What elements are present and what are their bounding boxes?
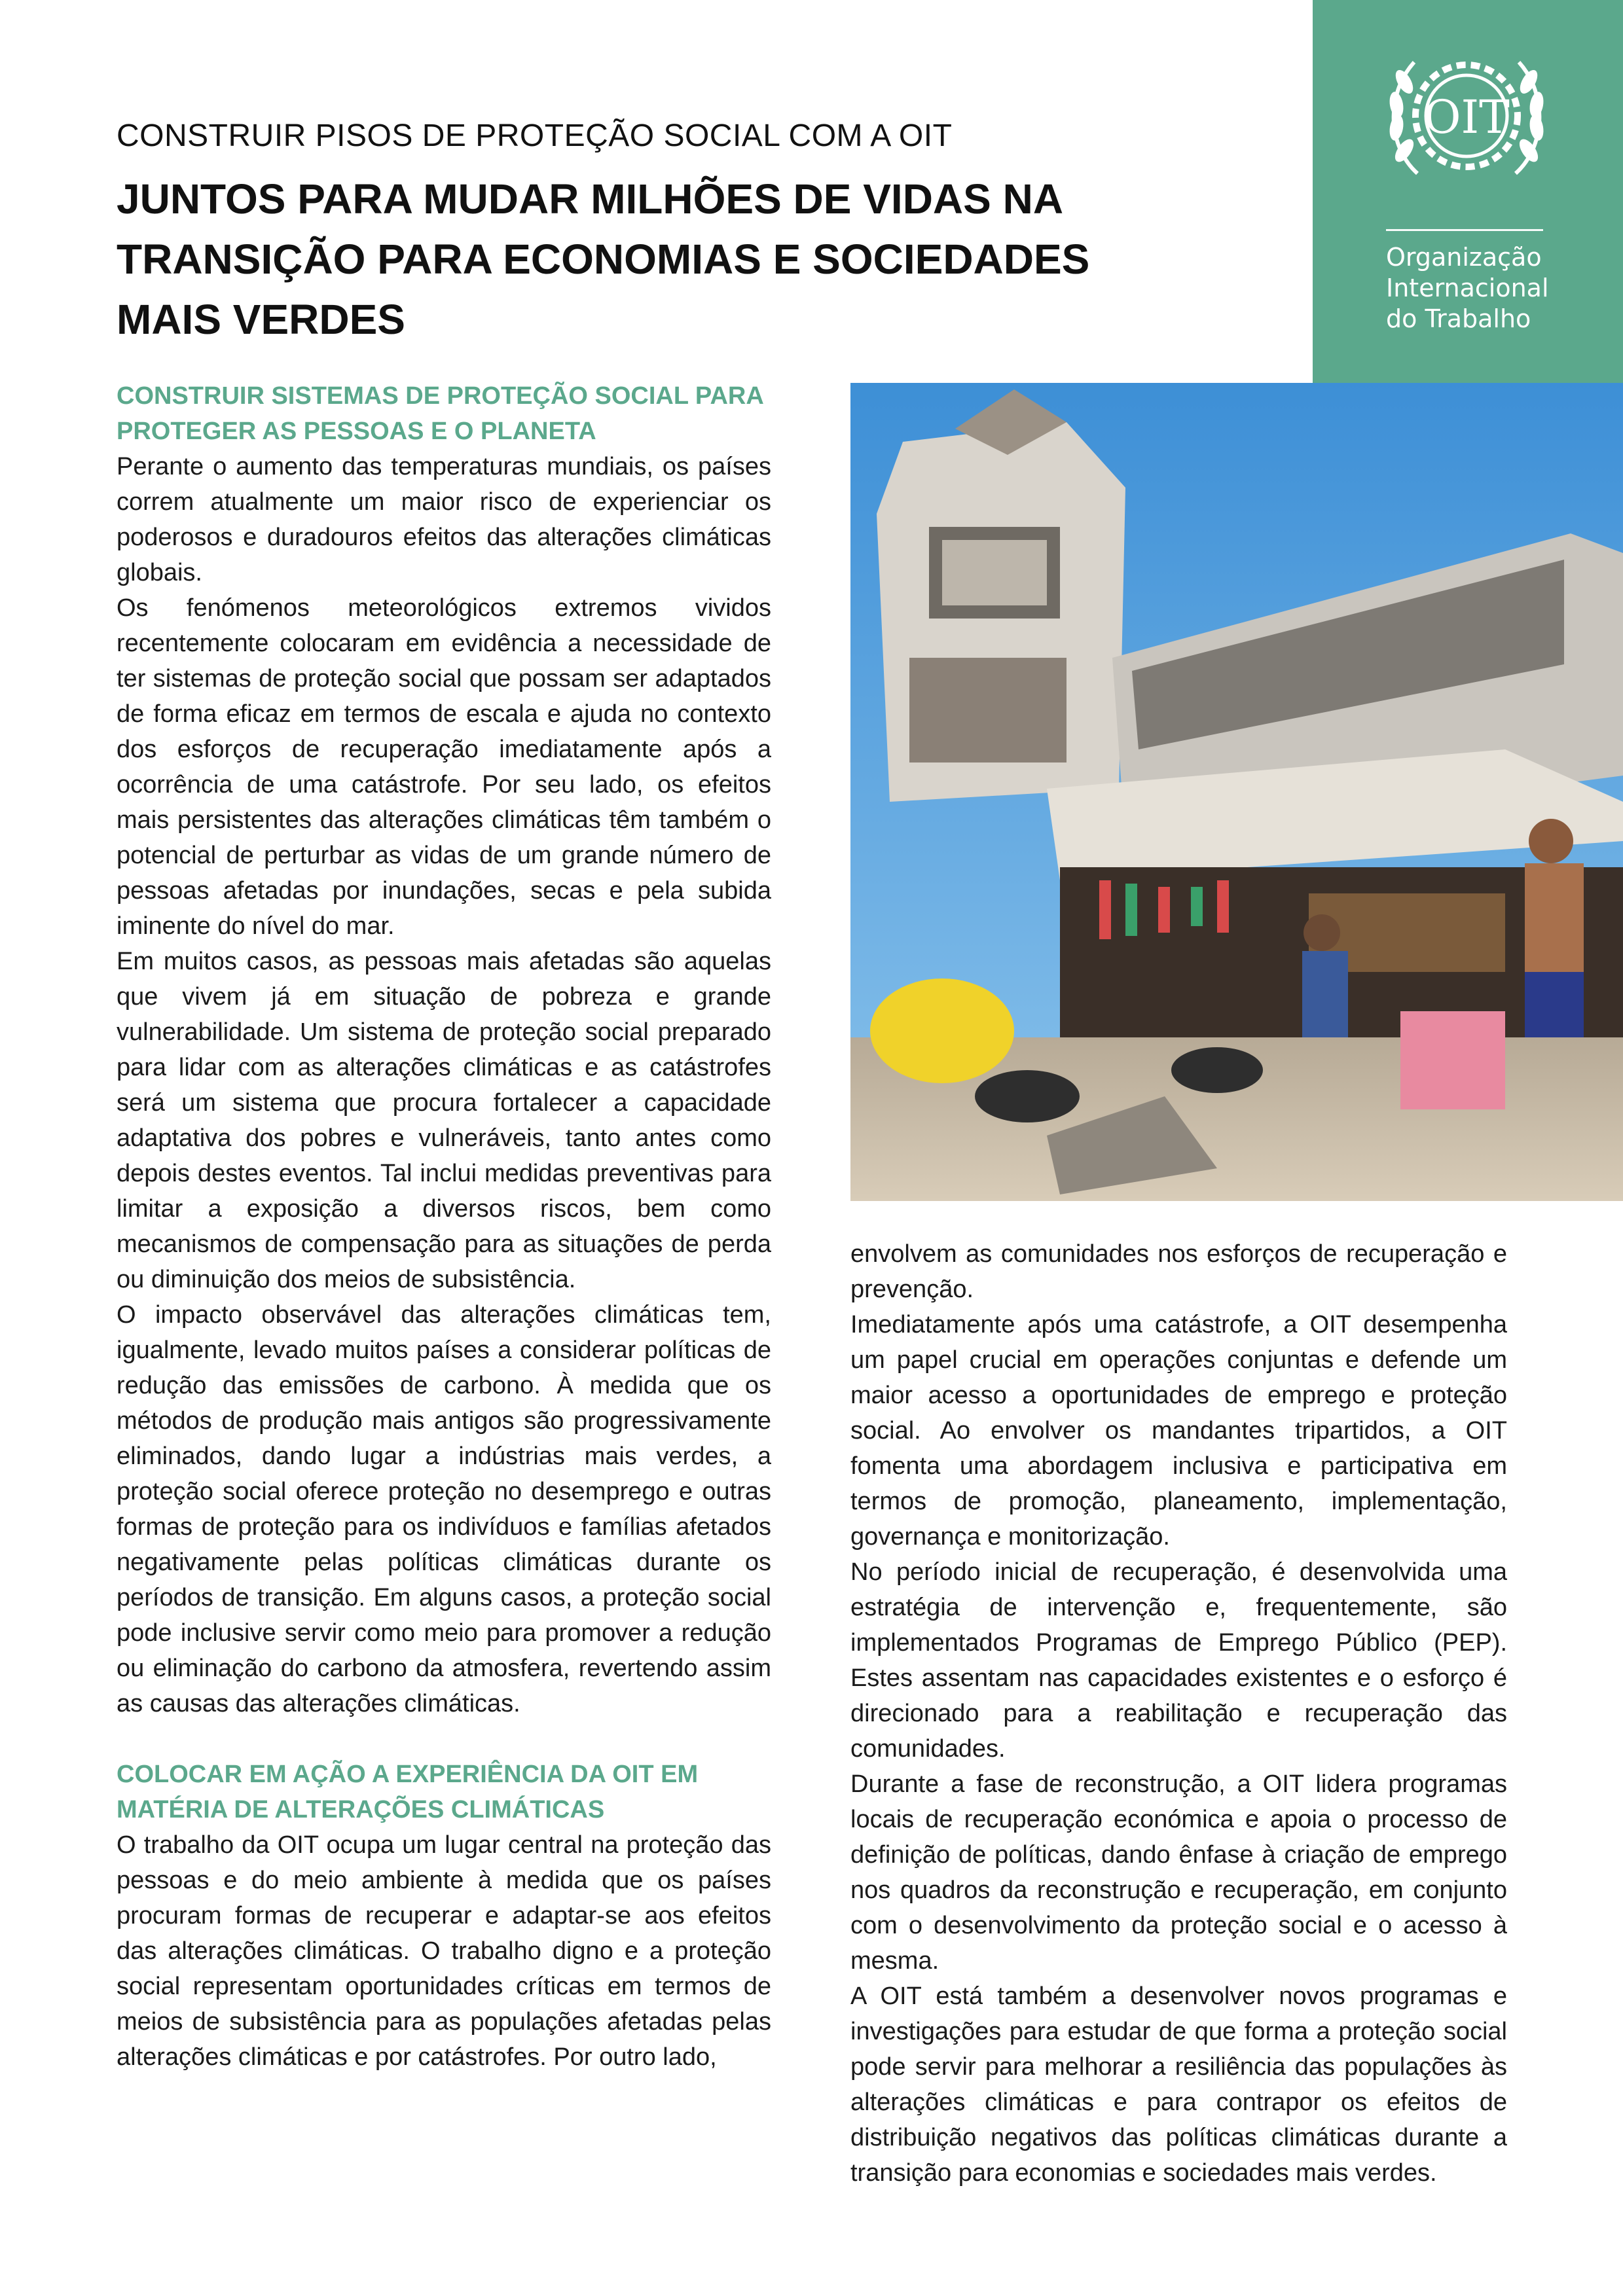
ilo-name-line: do Trabalho <box>1386 304 1531 333</box>
ilo-name-line: Internacional <box>1386 274 1549 302</box>
heading-line: COLOCAR EM AÇÃO A EXPERIÊNCIA DA OIT EM <box>117 1761 699 1788</box>
headline-line: MAIS VERDES <box>117 296 405 343</box>
heading-line: MATÉRIA DE ALTERAÇÕES CLIMÁTICAS <box>117 1796 605 1823</box>
paragraph: O impacto observável das alterações climáticas tem, igualmente, levado muitos países a considerar políticas de redução das emissões de carbono. À medida que os métodos de produção mais antigos são progressivamente eliminados, dando lugar a indústrias mais verdes, a proteção social oferece proteção no desemprego e outras formas de proteção para os indivíduos e famílias afetados negativamente pelas políticas climáticas durante os períodos de transição. Em alguns casos, a proteção social pode inclusive servir como meio para promover a redução ou eliminação do carbono da atmosfera, revertendo assim as causas das alterações climáticas. <box>117 1301 771 1717</box>
paragraph: Os fenómenos meteorológicos extremos vividos recentemente colocaram em evidência a necessidade de ter sistemas de proteção social que possam ser adaptados de forma eficaz em termos de escala e ajuda no contexto dos esforços de recuperação imediatamente após a ocorrência de uma catástrofe. Por seu lado, os efeitos mais persistentes das alterações climáticas têm também o potencial de perturbar as vidas de um grande número de pessoas afetadas por inundações, secas e pela subida iminente do nível do mar. <box>117 594 771 940</box>
page-headline <box>117 169 1256 350</box>
paragraph: Durante a fase de reconstrução, a OIT lidera programas locais de recuperação económica e apoia o processo de definição de políticas, dando ênfase à criação de emprego nos quadros da reconstrução e recuperação, em conjunto com o desenvolvimento da proteção social e o acesso à mesma. <box>850 1770 1507 1975</box>
paragraph: Imediatamente após uma catástrofe, a OIT desempenha um papel crucial em operações conjuntas e defende um maior acesso a oportunidades de emprego e proteção social. Ao envolver os mandantes tripartidos, a OIT fomenta uma abordagem inclusiva e participativa em termos de promoção, planeamento, implementação, governança e monitorização. <box>850 1311 1507 1551</box>
paragraph: Perante o aumento das temperaturas mundiais, os países correm atualmente um maior risco de experienciar os poderosos e duradouros efeitos das alterações climáticas globais. <box>117 453 771 586</box>
disaster-scene-photo <box>850 383 1623 1201</box>
left-column <box>117 378 771 2075</box>
paragraph: envolvem as comunidades nos esforços de recuperação e prevenção. <box>850 1240 1507 1303</box>
paragraph: A OIT está também a desenvolver novos programas e investigações para estudar de que forma a proteção social pode servir para melhorar a resiliência das populações às alterações climáticas e para contrapor os efeitos de distribuição negativos das políticas climáticas durante a transição para economias e sociedades mais verdes. <box>850 1982 1507 2187</box>
section2-heading <box>117 1757 771 1827</box>
emblem-text: OIT <box>1423 90 1510 144</box>
headline-line: JUNTOS PARA MUDAR MILHÕES DE VIDAS NA <box>117 175 1064 223</box>
ilo-name-line: Organização <box>1386 243 1542 272</box>
section1-heading <box>117 378 771 449</box>
ilo-emblem-icon <box>1378 43 1555 193</box>
ilo-name <box>1386 242 1549 334</box>
paragraph: O trabalho da OIT ocupa um lugar central na proteção das pessoas e do meio ambiente à medida que os países procuram formas de recuperar e adaptar-se aos efeitos das alterações climáticas. O trabalho digno e a proteção social representam oportunidades críticas em termos de meios de subsistência para as populações afetadas pelas alterações climáticas e por catástrofes. Por outro lado, <box>117 1831 771 2071</box>
paragraph: No período inicial de recuperação, é desenvolvida uma estratégia de intervenção e, frequentemente, são implementados Programas de Emprego Público (PEP). Estes assentam nas capacidades existentes e o esforço é direcionado para a reabilitação e recuperação das comunidades. <box>850 1558 1507 1763</box>
heading-line: CONSTRUIR SISTEMAS DE PROTEÇÃO SOCIAL PARA <box>117 382 764 410</box>
paragraph: Em muitos casos, as pessoas mais afetadas são aquelas que vivem já em situação de pobreza e grande vulnerabilidade. Um sistema de proteção social preparado para lidar com as alterações climáticas e as catástrofes será um sistema que procura fortalecer a capacidade adaptativa dos pobres e vulneráveis, tanto antes como depois destes eventos. Tal inclui medidas preventivas para limitar a exposição a diversos riscos, bem como mecanismos de compensação para as situações de perda ou diminuição dos meios de subsistência. <box>117 948 771 1293</box>
kicker-title: CONSTRUIR PISOS DE PROTEÇÃO SOCIAL COM A OIT <box>117 118 953 153</box>
ilo-logo-box <box>1313 0 1623 383</box>
section-spacer <box>117 1721 771 1757</box>
heading-line: PROTEGER AS PESSOAS E O PLANETA <box>117 418 596 445</box>
right-column <box>850 1236 1507 2191</box>
logo-divider <box>1386 229 1543 231</box>
headline-line: TRANSIÇÃO PARA ECONOMIAS E SOCIEDADES <box>117 236 1090 283</box>
